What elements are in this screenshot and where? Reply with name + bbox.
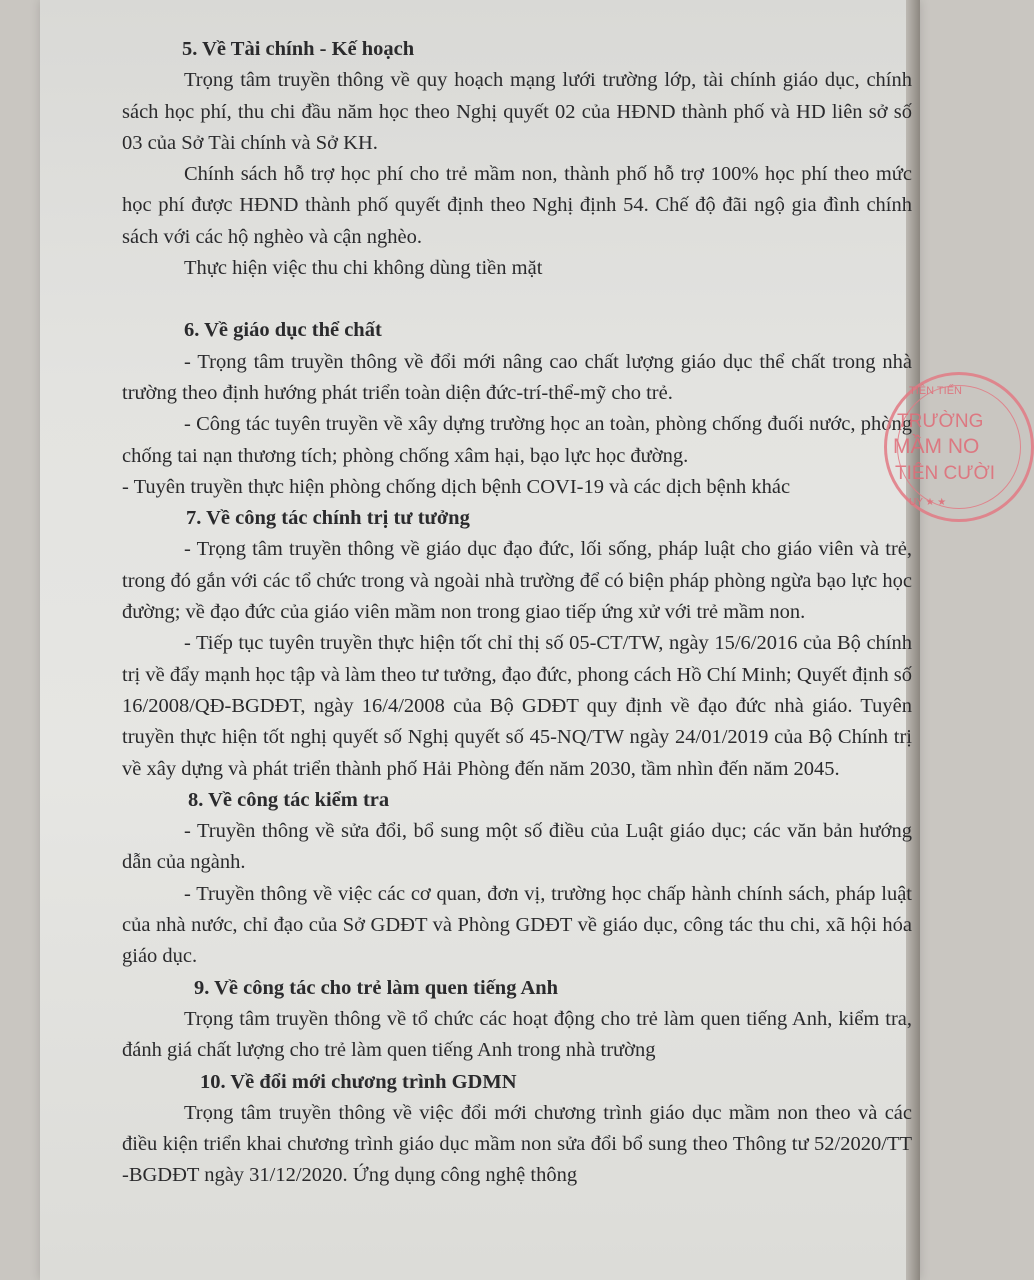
document-page (40, 0, 920, 1280)
stamp-text-name: TIÊN CƯỜI (895, 463, 996, 484)
stamp-text-bottom: UY ★ ★ (909, 497, 947, 508)
section-10-title: 10. Về đổi mới chương trình GDMN (200, 1070, 517, 1093)
section-9-title: 9. Về công tác cho trẻ làm quen tiếng Anh (194, 976, 559, 999)
section-8-paragraph-2: - Truyền thông về việc các cơ quan, đơn vị, trường học chấp hành chính sách, pháp luật của nhà nước, chỉ đạo của Sở GDĐT và Phòng GDĐT về giáo dục, công tác thu chi, xã hội hóa giáo dục. (122, 882, 912, 968)
section-9-paragraph-1: Trọng tâm truyền thông về tổ chức các hoạt động cho trẻ làm quen tiếng Anh, kiểm tra, đánh giá chất lượng cho trẻ làm quen tiếng Anh trong nhà trường (122, 1007, 912, 1062)
section-6-paragraph-2: - Công tác tuyên truyền về xây dựng trường học an toàn, phòng chống đuối nước, phòng chống tai nạn thương tích; phòng chống xâm hại, bạo lực học đường. (122, 413, 912, 467)
section-8-paragraph-1: - Truyền thông về sửa đổi, bổ sung một số điều của Luật giáo dục; các văn bản hướng dẫn của ngành. (122, 820, 912, 874)
section-7-title: 7. Về công tác chính trị tư tưởng (186, 507, 470, 530)
school-seal-stamp (884, 372, 1034, 522)
stamp-text-school: TRƯỜNG (897, 411, 984, 432)
section-7-paragraph-2: - Tiếp tục tuyên truyền thực hiện tốt chỉ thị số 05-CT/TW, ngày 15/6/2016 của Bộ chính trị về đẩy mạnh học tập và làm theo tư tưởng, đạo đức, phong cách Hồ Chí Minh; Quyết định số 16/2008/QĐ-BGDĐT, ngày 16/4/2008 của Bộ GDĐT quy định về đạo đức nhà giáo. Tuyên truyền thực hiện tốt nghị quyết số Nghị quyết số 45-NQ/TW ngày 24/01/2019 của Bộ Chính trị về xây dựng và phát triển thành phố Hải Phòng đến năm 2030, tầm nhìn đến năm 2045. (122, 632, 912, 780)
section-10-paragraph-1: Trọng tâm truyền thông về việc đổi mới chương trình giáo dục mầm non theo và các điều kiện triển khai chương trình giáo dục mầm non sửa đổi bổ sung theo Thông tư 52/2020/TT -BGDĐT ngày 31/12/2020. Ứng dụng công nghệ thông (122, 1101, 912, 1187)
section-5-paragraph-2: Chính sách hỗ trợ học phí cho trẻ mầm non, thành phố hỗ trợ 100% học phí theo mức học phí được HĐND thành phố quyết định theo Nghị định 54. Chế độ đãi ngộ gia đình chính sách với các hộ nghèo và cận nghèo. (122, 163, 912, 248)
section-5-paragraph-3: Thực hiện việc thu chi không dùng tiền mặt (184, 257, 543, 280)
section-6-paragraph-1: - Trọng tâm truyền thông về đổi mới nâng cao chất lượng giáo dục thể chất trong nhà trường theo định hướng phát triển toàn diện đức-trí-thể-mỹ cho trẻ. (122, 350, 912, 404)
stamp-text-type: MẦM NO (893, 435, 980, 458)
section-8-title: 8. Về công tác kiểm tra (188, 788, 390, 811)
stamp-text-top: TIÊN TIẾN (909, 385, 962, 397)
section-6-title: 6. Về giáo dục thể chất (184, 319, 382, 342)
section-7-paragraph-1: - Trọng tâm truyền thông về giáo dục đạo đức, lối sống, pháp luật cho giáo viên và trẻ, trong đó gắn với các tổ chức trong và ngoài nhà trường để có biện pháp phòng ngừa bạo lực học đường; về đạo đức của giáo viên mầm non trong giao tiếp ứng xử với trẻ mầm non. (122, 538, 912, 624)
section-6-paragraph-3: - Tuyên truyền thực hiện phòng chống dịch bệnh COVI-19 và các dịch bệnh khác (122, 475, 791, 498)
section-5-title: 5. Về Tài chính - Kế hoạch (182, 38, 415, 60)
document-body (122, 34, 912, 1192)
section-5-paragraph-1: Trọng tâm truyền thông về quy hoạch mạng lưới trường lớp, tài chính giáo dục, chính sách học phí, thu chi đầu năm học theo Nghị quyết 02 của HĐND thành phố và HD liên sở số 03 của Sở Tài chính và Sở KH. (122, 69, 912, 154)
